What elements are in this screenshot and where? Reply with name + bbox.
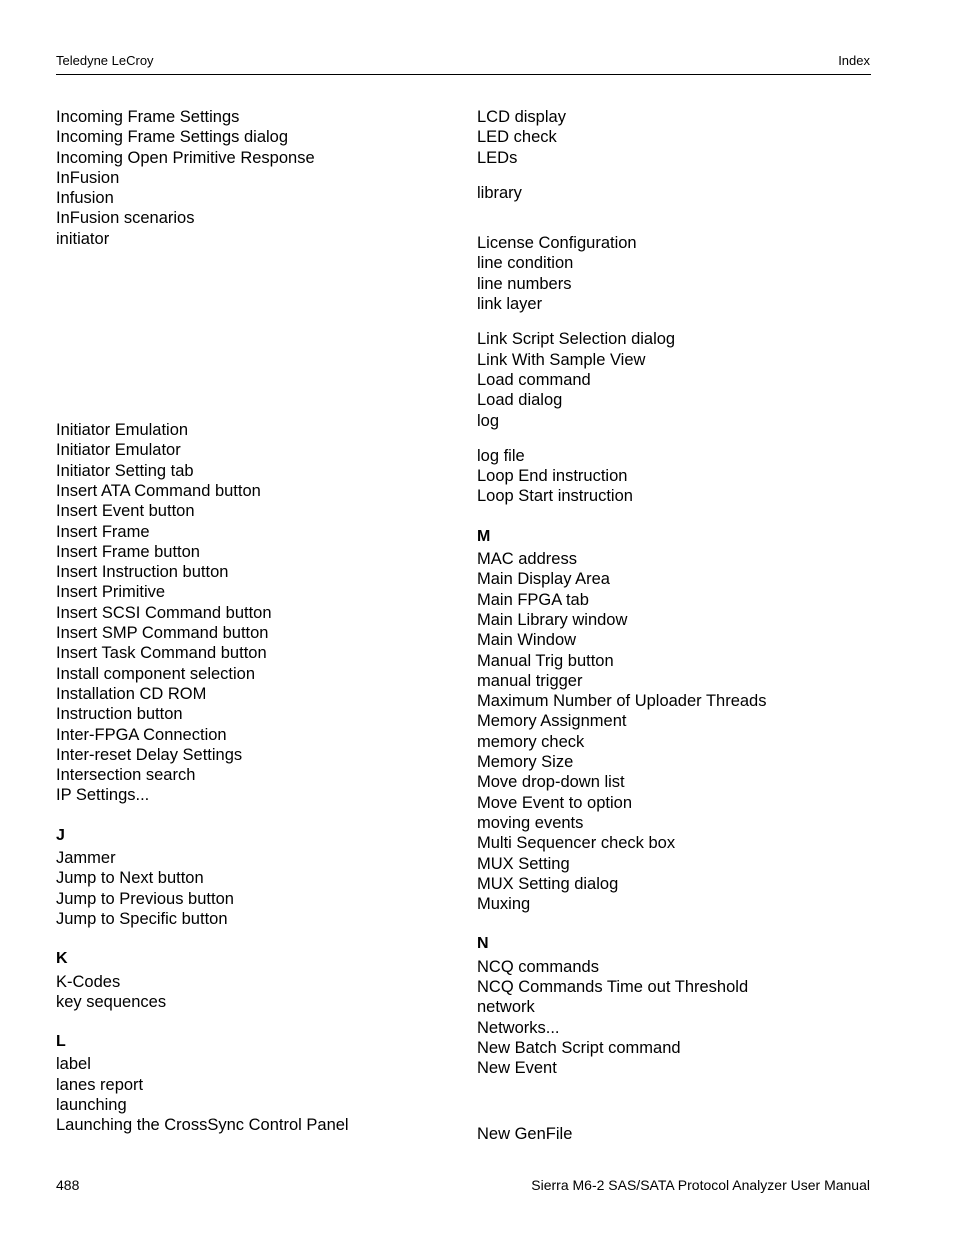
page-number: 488: [56, 1177, 80, 1193]
index-letter-heading: K: [56, 950, 68, 968]
index-entry: Inter-reset Delay Settings: [56, 745, 243, 764]
index-entry: Main Library window: [477, 610, 628, 629]
index-entry: Intersection search: [56, 766, 196, 785]
index-column-right: [477, 107, 867, 1145]
index-entry: Incoming Frame Settings dialog: [56, 128, 289, 147]
index-entry: Link With Sample View: [477, 350, 646, 369]
index-entry: Manual Trig button: [477, 651, 614, 670]
index-entry: log: [477, 411, 500, 430]
index-group: [56, 107, 446, 249]
index-entry: Inter-FPGA Connection: [56, 725, 227, 744]
index-entry: key sequences: [56, 992, 167, 1011]
index-entry: Insert SCSI Command button: [56, 603, 272, 622]
index-entry: Main Window: [477, 631, 577, 650]
index-letter-heading: N: [477, 935, 489, 953]
index-entry: manual trigger: [477, 671, 583, 690]
index-entry: Memory Assignment: [477, 712, 627, 731]
index-group: [477, 233, 867, 314]
index-entry: Jammer: [56, 849, 116, 868]
index-entry: moving events: [477, 813, 584, 832]
index-entry: NCQ Commands Time out Threshold: [477, 977, 749, 996]
index-entry: Insert Frame button: [56, 542, 200, 561]
index-entry: New Event: [477, 1059, 557, 1078]
index-entry: Installation CD ROM: [56, 684, 207, 703]
index-entry: line numbers: [477, 274, 572, 293]
index-entry: Load dialog: [477, 391, 563, 410]
index-section-m: [477, 527, 867, 915]
index-entry: Incoming Frame Settings: [56, 108, 240, 126]
index-entry: New GenFile: [477, 1125, 573, 1144]
index-entry: MUX Setting dialog: [477, 874, 619, 893]
index-entry: New Batch Script command: [477, 1038, 681, 1057]
index-entry: Memory Size: [477, 753, 574, 772]
index-entry: memory check: [477, 732, 585, 751]
header-right: Index: [838, 53, 870, 68]
index-entry: launching: [56, 1095, 127, 1114]
index-entry: LCD display: [477, 108, 566, 126]
index-entry: IP Settings...: [56, 786, 150, 805]
index-entry: Initiator Setting tab: [56, 461, 194, 480]
index-group: [477, 446, 867, 507]
index-entry: library: [477, 183, 522, 202]
index-entry: MAC address: [477, 550, 577, 569]
index-entry: Main Display Area: [477, 570, 610, 589]
index-entry: Incoming Open Primitive Response: [56, 148, 315, 167]
index-entry: LEDs: [477, 148, 518, 167]
index-entry: Initiator Emulator: [56, 441, 181, 460]
index-group: [477, 183, 867, 203]
index-entry: label: [56, 1055, 91, 1074]
index-entry: Infusion: [56, 189, 114, 208]
index-entry: Load command: [477, 370, 591, 389]
index-entry: LED check: [477, 128, 557, 147]
index-entry: Insert Primitive: [56, 583, 166, 602]
index-entry: License Configuration: [477, 234, 637, 253]
index-letter-heading: M: [477, 527, 491, 545]
index-entry: NCQ commands: [477, 957, 599, 976]
index-entry: InFusion: [56, 168, 120, 187]
index-entry: Networks...: [477, 1018, 560, 1037]
index-entry: Link Script Selection dialog: [477, 330, 676, 349]
index-entry: Insert SMP Command button: [56, 624, 269, 643]
index-group: [477, 1124, 867, 1144]
index-entry: Main FPGA tab: [477, 590, 589, 609]
index-entry: initiator: [56, 229, 110, 248]
index-group: [56, 420, 446, 806]
index-section-n: [477, 934, 867, 1078]
index-letter-heading: J: [56, 826, 65, 844]
index-section-k: [56, 949, 446, 1012]
index-entry: Launching the CrossSync Control Panel: [56, 1116, 349, 1135]
index-entry: Loop End instruction: [477, 467, 628, 486]
index-entry: log file: [477, 446, 525, 465]
index-section-j: [56, 826, 446, 929]
manual-title: Sierra M6-2 SAS/SATA Protocol Analyzer User Manual: [531, 1177, 870, 1193]
index-entry: link layer: [477, 295, 543, 314]
index-entry: Muxing: [477, 895, 531, 914]
index-entry: Instruction button: [56, 705, 183, 724]
index-entry: K-Codes: [56, 972, 121, 991]
header-left: Teledyne LeCroy: [56, 53, 154, 68]
index-entry: MUX Setting: [477, 854, 570, 873]
index-entry: Move drop-down list: [477, 773, 625, 792]
index-entry: Insert Event button: [56, 502, 195, 521]
index-letter-heading: L: [56, 1033, 66, 1051]
index-entry: network: [477, 998, 535, 1017]
index-entry: InFusion scenarios: [56, 209, 195, 228]
index-group: [477, 329, 867, 430]
header-rule: [56, 74, 871, 75]
index-entry: Multi Sequencer check box: [477, 834, 676, 853]
index-entry: Jump to Next button: [56, 869, 204, 888]
index-entry: Maximum Number of Uploader Threads: [477, 692, 767, 711]
index-entry: Insert Task Command button: [56, 644, 267, 663]
index-entry: Insert ATA Command button: [56, 481, 261, 500]
index-entry: Move Event to option: [477, 793, 633, 812]
index-entry: Insert Instruction button: [56, 563, 229, 582]
index-section-l: [56, 1032, 446, 1135]
index-group: [477, 107, 867, 168]
index-entry: Loop Start instruction: [477, 487, 633, 506]
index-entry: Jump to Previous button: [56, 889, 234, 908]
index-column-left: [56, 107, 446, 1136]
index-entry: Insert Frame: [56, 522, 150, 541]
index-entry: lanes report: [56, 1075, 144, 1094]
index-entry: Jump to Specific button: [56, 909, 228, 928]
index-entry: Initiator Emulation: [56, 421, 189, 440]
index-entry: Install component selection: [56, 664, 256, 683]
index-entry: line condition: [477, 254, 574, 273]
